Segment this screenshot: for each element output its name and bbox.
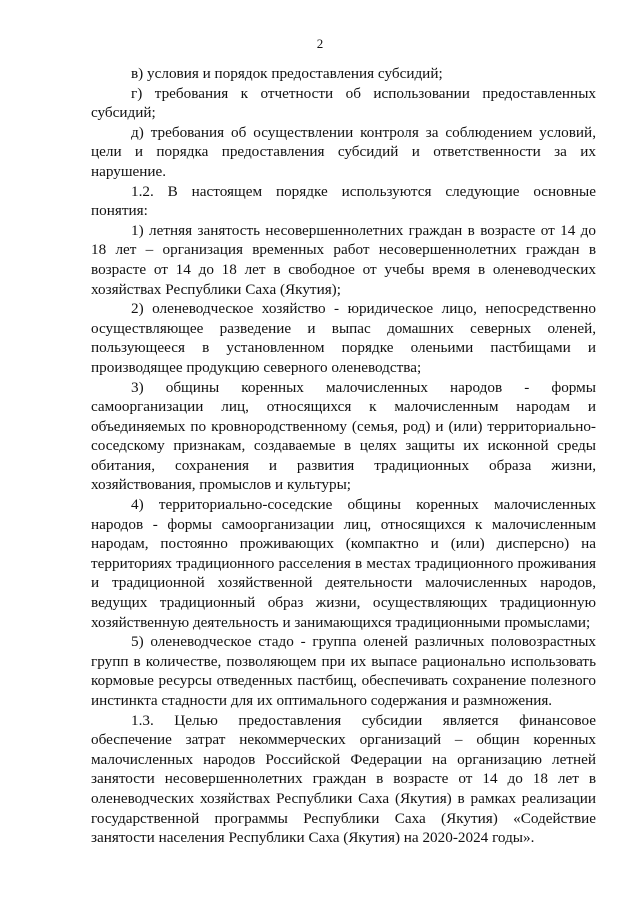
paragraph-section-1-2: 1.2. В настоящем порядке используются следующие основные понятия:	[91, 182, 596, 220]
paragraph-section-1-3: 1.3. Целью предоставления субсидии является финансовое обеспечение затрат некоммерческих организаций – общин коренных малочисленных народов Российской Федерации на организацию летней занятости несовершеннолетних граждан в возрасте от 14 до 18 лет в оленеводческих хозяйствах Республики Саха (Якутия) в рамках реализации государственной программы Республики Саха (Якутия) «Содействие занятости населения Республики Саха (Якутия) на 2020-2024 годы».	[91, 711, 596, 847]
paragraph-definition-1: 1) летняя занятость несовершеннолетних граждан в возрасте от 14 до 18 лет – организация временных работ несовершеннолетних граждан в возрасте от 14 до 18 лет в свободное от учебы время в оленеводческих хозяйствах Республики Саха (Якутия);	[91, 221, 596, 298]
paragraph-definition-4: 4) территориально-соседские общины коренных малочисленных народов - формы самоорганизации лиц, относящихся к малочисленным народам, постоянно проживающих (компактно и (или) дисперсно) на территориях традиционного расселения в местах традиционного проживания и традиционной хозяйственной деятельности малочисленных народов, ведущих традиционный образ жизни, осуществляющих традиционную хозяйственную деятельность и занимающихся традиционными промыслами;	[91, 496, 596, 631]
paragraph-definition-3: 3) общины коренных малочисленных народов - формы самоорганизации лиц, относящихся к малочисленным народам и объединяемых по кровнородственному (семья, род) и (или) территориально-соседскому признакам, создаваемые в целях защиты их исконной среды обитания, сохранения и развития традиционных образа жизни, хозяйствования, промыслов и культуры;	[91, 378, 596, 494]
paragraph-definition-2: 2) оленеводческое хозяйство - юридическое лицо, непосредственно осуществляющее разведение и выпас домашних северных оленей, пользующееся в установленном порядке оленьими пастбищами и производящее продукцию северного оленеводства;	[91, 300, 596, 376]
paragraph-item-d: д) требования об осуществлении контроля за соблюдением условий, цели и порядка предоставления субсидий и ответственности за их нарушение.	[91, 123, 596, 180]
paragraph-item-v: в) условия и порядок предоставления субсидий;	[131, 65, 443, 82]
paragraph-item-g: г) требования к отчетности об использовании предоставленных субсидий;	[91, 84, 596, 122]
document-body	[91, 64, 596, 848]
paragraph-definition-5: 5) оленеводческое стадо - группа оленей различных половозрастных групп в количестве, позволяющем при их выпасе рационально использовать кормовые ресурсы отведенных пастбищ, обеспечивать сохранение полезного инстинкта стадности для их оптимального содержания и размножения.	[91, 633, 596, 709]
page-number: 2	[316, 36, 324, 51]
